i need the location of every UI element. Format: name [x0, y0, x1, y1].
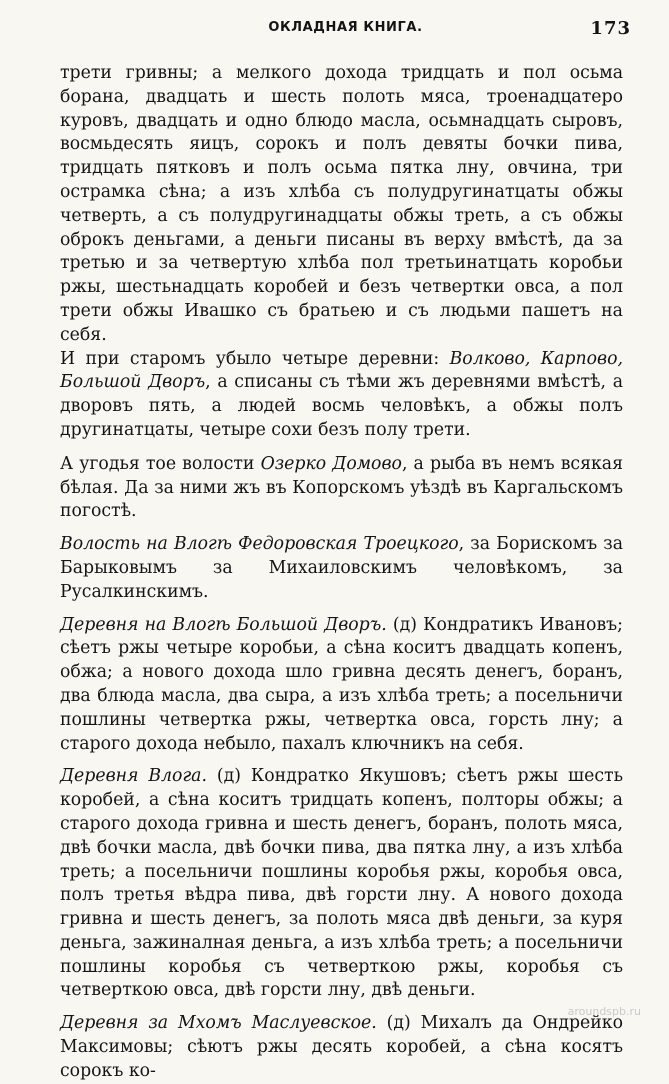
- watermark: aroundspb.ru: [567, 1005, 641, 1018]
- page-body: [60, 62, 623, 1084]
- page-number: 173: [590, 18, 631, 39]
- page-header: [60, 18, 631, 44]
- entry-bolshoy-dvor: [60, 614, 623, 757]
- entry-title: Деревня Влога.: [60, 766, 207, 787]
- entry-title: Деревня на Влогѣ Большой Дворъ.: [60, 614, 387, 635]
- section-heading-title: Волость на Влогѣ Федоровская Троецкого: [60, 534, 459, 555]
- lost-villages-names: Волково, Карпово, Большой Дворъ: [60, 348, 623, 393]
- paragraph-lost-villages-end: , а списаны съ тѣми жъ деревнями вмѣстѣ, а дворовъ пять, а людей восмь человѣкъ, а обжы полъ другинатцаты, четыре сохи безъ полу трети.: [60, 372, 623, 440]
- paragraph-lost-villages: [60, 348, 623, 443]
- paragraph-lost-villages-start: И при старомъ убыло четыре деревни:: [60, 348, 450, 369]
- entry-text: (д) Кондратикъ Ивановъ; сѣетъ ржы четыре коробьи, а сѣна коситъ двадцать копенъ, обжа; а нового дохода шло гривна десять денегъ, боранъ, два блюда масла, два сыра, а изъ хлѣба треть; а посельничи пошлины четвертка ржы, четвертка овса, горсть лну; а старого дохода небыло, пахалъ ключникъ на себя.: [60, 614, 624, 754]
- entry-masluevskoe: [60, 1012, 623, 1083]
- paragraph-lands-start: А угодья тое волости: [60, 453, 261, 474]
- running-head: ОКЛАДНАЯ КНИГА.: [268, 20, 423, 35]
- section-heading: [60, 533, 623, 604]
- entry-text: (д) Михалъ да Ондрейко Максимовы; сѣютъ ржы десять коробей, а сѣна косятъ сорокъ ко-: [60, 1013, 623, 1081]
- paragraph-lands-end: , а рыба въ немъ всякая бѣлая. Да за ними жъ въ Копорскомъ уѣздѣ въ Каргальскомъ погостѣ.: [60, 453, 624, 522]
- lake-name: Озерко Домово: [260, 453, 402, 474]
- entry-vloga: [60, 765, 623, 1003]
- entry-text: (д) Кондратко Якушовъ; сѣетъ ржы шесть коробей, а сѣна коситъ тридцать копенъ, полторы обжы; а старого дохода гривна и шесть денегъ, боранъ, полоть мяса, двѣ бочки масла, двѣ бочки пива, два пятка лну, а изъ хлѣба треть; а посельничи пошлины коробья ржы, коробья овса, полъ третья вѣдра пива, двѣ горсти лну. А нового дохода гривна и шесть денегъ, за полоть мяса двѣ деньги, за куря деньга, зажиналная деньга, а изъ хлѣба треть; а посельничи пошлины коробья съ четверткою ржы, коробья съ четверткою овса, двѣ горсти лну, двѣ деньги.: [60, 766, 623, 1001]
- paragraph-income: трети гривны; а мелкого дохода тридцать и пол осьма борана, двадцать и шесть полоть мяса, троенадцатеро куровъ, двадцать и одно блюдо масла, осьмнадцать сыровъ, восмьдесять яицъ, сорокъ и полъ девяты бочки пива, тридцать пятковъ и полъ осьма пятка лну, овчина, три острамка сѣна; а изъ хлѣба съ полудругинатцаты обжы четверть, а съ полудругинадцаты обжы треть, а съ обжы оброкъ деньгами, а деньги писаны въ верху вмѣстѣ, да за третью и за четвертую хлѣба пол третьинатцать коробьи ржы, шестьнадцать коробей и безъ четвертки овса, а пол трети обжы Ивашко съ братьею и съ людьми пашетъ на себя.: [60, 63, 623, 345]
- paragraph-lands: [60, 453, 623, 524]
- entry-title: Деревня за Мхомъ Маслуевское.: [60, 1013, 377, 1034]
- section-heading-rest: , за Борискомъ за Барыковымъ за Михаиловскимъ человѣкомъ, за Руcалкинскимъ.: [60, 534, 623, 602]
